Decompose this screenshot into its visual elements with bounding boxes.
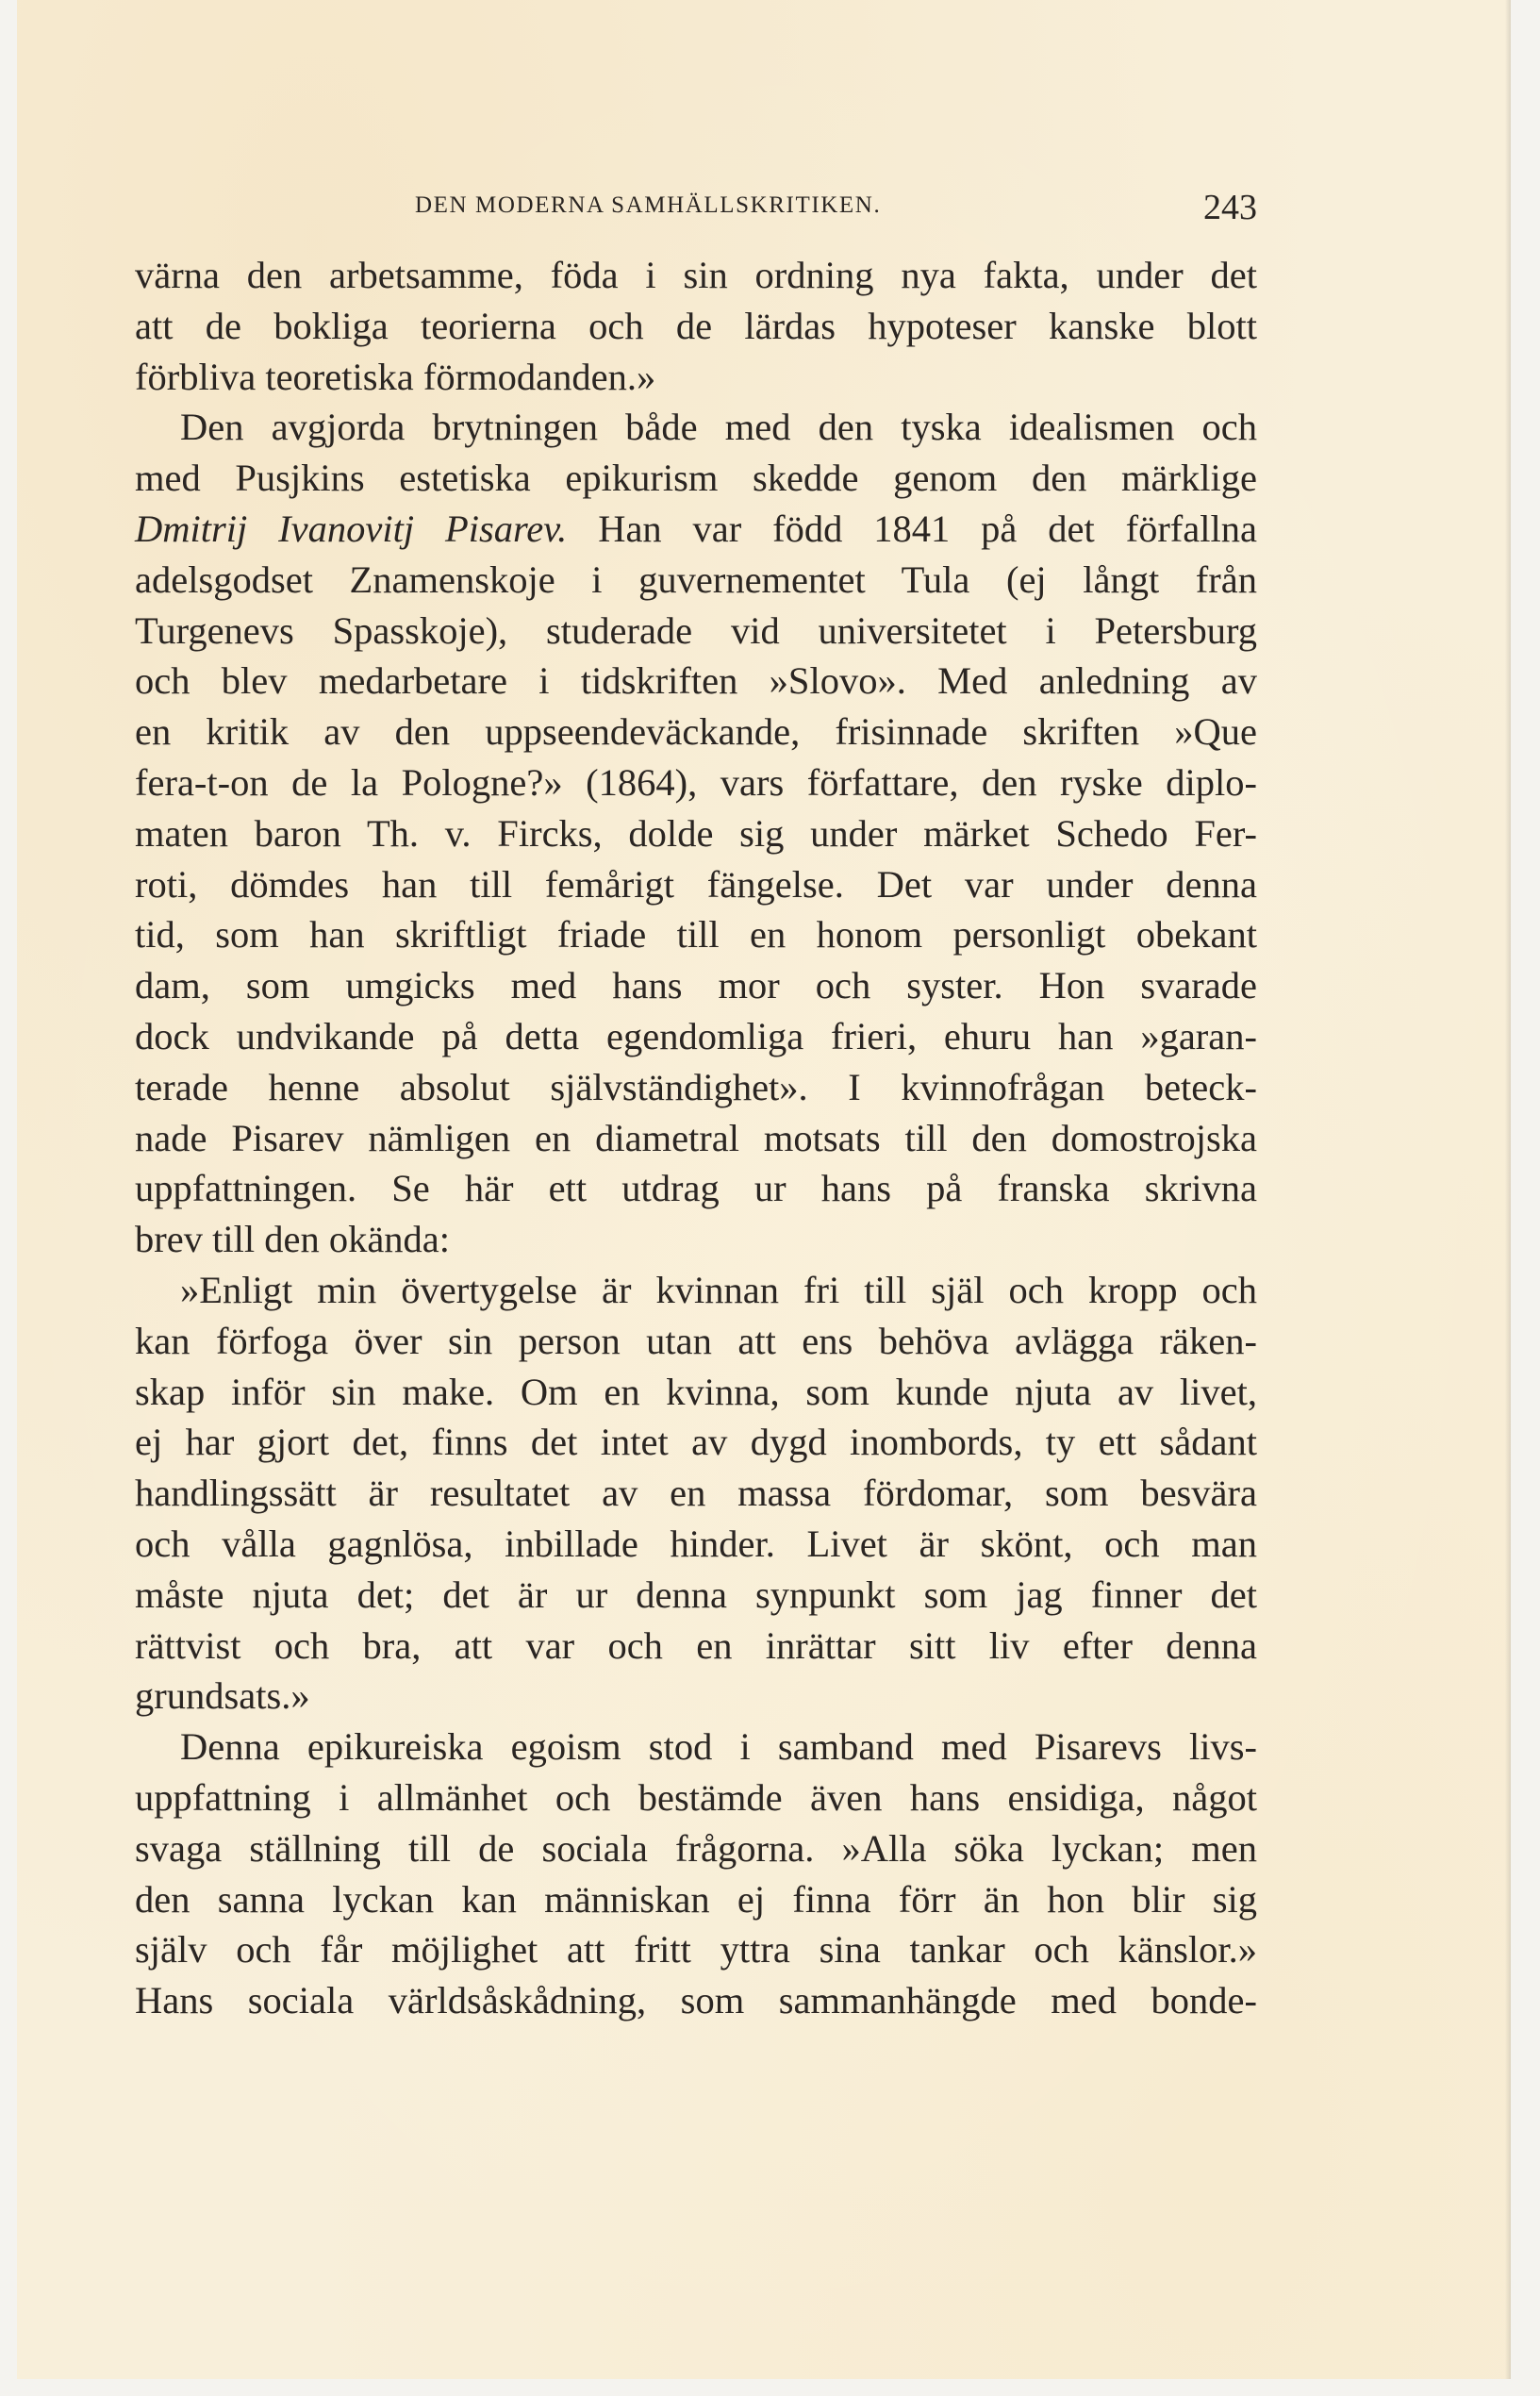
text-line: grundsats.» <box>135 1674 310 1718</box>
text-line: en kritik av den uppseendeväckande, frisinnade skriften »Que <box>135 710 1257 754</box>
running-head <box>135 189 1257 226</box>
text-line: handlingssätt är resultatet av en massa fördomar, som besvära <box>135 1472 1257 1515</box>
text-line: måste njuta det; det är ur denna synpunkt som jag finner det <box>135 1572 1257 1616</box>
text-line: fera-t-on de la Pologne?» (1864), vars författare, den ryske diplo- <box>135 760 1257 804</box>
text-line: »Enligt min övertygelse är kvinnan fri till själ och kropp och <box>180 1268 1257 1311</box>
text-line: och blev medarbetare i tidskriften »Slovo». Med anledning av <box>135 659 1257 703</box>
text-line: Denna epikureiska egoism stod i samband med Pisarevs livs- <box>180 1725 1257 1769</box>
paragraph <box>135 402 1257 1265</box>
text-line: brev till den okända: <box>135 1218 451 1261</box>
text-line: tid, som han skriftligt friade till en honom personligt obekant <box>135 913 1257 957</box>
text-line: terade henne absolut självständighet». I kvinnofrågan beteck- <box>135 1065 1257 1108</box>
text-line: med Pusjkins estetiska epikurism skedde genom den märklige <box>135 457 1257 500</box>
text-line: Dmitrij Ivanovitj Pisarev. Han var född 1841 på det förfallna <box>135 507 1258 550</box>
text-line: dam, som umgicks med hans mor och syster. Hon svarade <box>135 964 1257 1007</box>
text-line: själv och får möjlighet att fritt yttra sina tankar och känslor.» <box>135 1928 1257 1972</box>
text-line: den sanna lyckan kan människan ej finna förr än hon blir sig <box>135 1877 1257 1921</box>
text-line: Hans sociala världsåskådning, som sammanhängde med bonde- <box>135 1979 1257 2022</box>
text-line: ej har gjort det, finns det intet av dygd inombords, ty ett sådant <box>135 1421 1257 1464</box>
text-line: roti, dömdes han till femårigt fängelse. Det var under denna <box>135 862 1257 906</box>
text-line: maten baron Th. v. Fircks, dolde sig under märket Schedo Fer- <box>135 811 1257 855</box>
paragraph <box>135 250 1257 402</box>
text-line: svaga ställning till de sociala frågorna. »Alla söka lyckan; men <box>135 1826 1257 1870</box>
text-line: adelsgodset Znamenskoje i guvernementet Tula (ej långt från <box>135 557 1257 601</box>
body-text <box>135 250 1257 2026</box>
text-line: uppfattning i allmänhet och bestämde även hans ensidiga, något <box>135 1775 1257 1819</box>
text-line: förbliva teoretiska förmodanden.» <box>135 355 656 398</box>
text-line: dock undvikande på detta egendomliga frieri, ehuru han »garan- <box>135 1014 1257 1057</box>
text-line: kan förfoga över sin person utan att ens behöva avlägga räken- <box>135 1319 1257 1362</box>
paragraph <box>135 1722 1257 2026</box>
text-line: att de bokliga teorierna och de lärdas hypoteser kanske blott <box>135 304 1257 347</box>
text-line: uppfattningen. Se här ett utdrag ur hans på franska skrivna <box>135 1167 1257 1210</box>
text-line: nade Pisarev nämligen en diametral motsats till den domostrojska <box>135 1116 1257 1159</box>
page-number: 243 <box>1203 188 1257 227</box>
paragraph <box>135 1265 1257 1722</box>
text-line: Den avgjorda brytningen både med den tyska idealismen och <box>180 406 1257 449</box>
text-line: och vålla gagnlösa, inbillade hinder. Livet är skönt, och man <box>135 1522 1257 1565</box>
text-line: värna den arbetsamme, föda i sin ordning nya fakta, under det <box>135 254 1257 296</box>
text-line: rättvist och bra, att var och en inrättar sitt liv efter denna <box>135 1623 1257 1667</box>
page-edge-shadow <box>1505 0 1511 2379</box>
text-line: skap inför sin make. Om en kvinna, som kunde njuta av livet, <box>135 1370 1257 1413</box>
italic-name: Dmitrij Ivanovitj Pisarev. <box>135 507 568 550</box>
running-title: DEN MODERNA SAMHÄLLSKRITIKEN. <box>415 192 882 218</box>
text-line: Turgenevs Spasskoje), studerade vid universitetet i Petersburg <box>135 608 1257 652</box>
